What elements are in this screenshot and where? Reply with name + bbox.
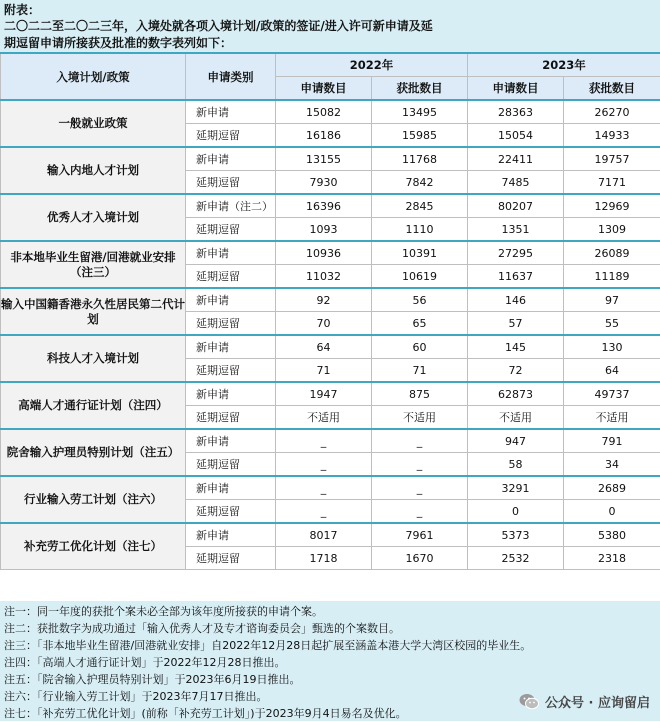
footnote: 注四：「高端人才通行证计划」于2022年12月28日推出。	[4, 654, 656, 671]
value-cell: 56	[372, 288, 468, 312]
column-header-year-2023: 2023年	[468, 53, 660, 77]
application-type: 新申请	[186, 241, 276, 265]
application-type: 新申请（注二）	[186, 194, 276, 218]
value-cell: 5380	[564, 523, 660, 547]
value-cell: 7842	[372, 171, 468, 195]
value-cell: 19757	[564, 147, 660, 171]
table-row	[1, 335, 660, 359]
value-cell: 97	[564, 288, 660, 312]
value-cell: 1309	[564, 218, 660, 242]
table-row	[1, 476, 660, 500]
table-title-line1: 二〇二二至二〇二三年，入境处就各项入境计划/政策的签证/进入许可新申请及延	[4, 18, 656, 35]
footnote: 注二：获批数字为成功通过「输入优秀人才及专才谘询委员会」甄选的个案数目。	[4, 620, 656, 637]
value-cell: 7171	[564, 171, 660, 195]
value-cell: 65	[372, 312, 468, 336]
application-type: 延期逗留	[186, 171, 276, 195]
value-cell: _	[372, 500, 468, 524]
value-cell: 11768	[372, 147, 468, 171]
value-cell: 27295	[468, 241, 564, 265]
value-cell: 130	[564, 335, 660, 359]
application-type: 新申请	[186, 288, 276, 312]
value-cell: 92	[276, 288, 372, 312]
application-type: 延期逗留	[186, 265, 276, 289]
value-cell: 不适用	[276, 406, 372, 430]
value-cell: 947	[468, 429, 564, 453]
table-row	[1, 288, 660, 312]
column-header-type: 申请类别	[186, 53, 276, 100]
value-cell: 2318	[564, 547, 660, 570]
application-type: 新申请	[186, 523, 276, 547]
footnote: 注三：「非本地毕业生留港/回港就业安排」自2022年12月28日起扩展至涵盖本港大学大湾区校园的毕业生。	[4, 637, 656, 654]
value-cell: 不适用	[564, 406, 660, 430]
value-cell: 146	[468, 288, 564, 312]
policy-name: 输入中国籍香港永久性居民第二代计划	[1, 288, 186, 335]
value-cell: 1718	[276, 547, 372, 570]
value-cell: 70	[276, 312, 372, 336]
wechat-watermark	[519, 692, 650, 711]
value-cell: 64	[276, 335, 372, 359]
footnote: 注七：「补充劳工优化计划」(前称「补充劳工计划」)于2023年9月4日易名及优化。	[4, 705, 656, 722]
value-cell: 16396	[276, 194, 372, 218]
footnote: 注六：「行业输入劳工计划」于2023年7月17日推出。	[4, 688, 656, 705]
value-cell: _	[372, 476, 468, 500]
column-header-policy: 入境计划/政策	[1, 53, 186, 100]
table-row	[1, 100, 660, 124]
value-cell: 7930	[276, 171, 372, 195]
value-cell: 55	[564, 312, 660, 336]
value-cell: 26270	[564, 100, 660, 124]
value-cell: 不适用	[468, 406, 564, 430]
table-row	[1, 382, 660, 406]
policy-name: 优秀人才入境计划	[1, 194, 186, 241]
value-cell: 0	[468, 500, 564, 524]
value-cell: 10936	[276, 241, 372, 265]
value-cell: 不适用	[372, 406, 468, 430]
value-cell: 13495	[372, 100, 468, 124]
application-type: 延期逗留	[186, 218, 276, 242]
wechat-account-name: 公众号 · 应询留启	[545, 692, 650, 711]
value-cell: 1110	[372, 218, 468, 242]
value-cell: 14933	[564, 124, 660, 148]
application-type: 延期逗留	[186, 359, 276, 383]
value-cell: 1351	[468, 218, 564, 242]
column-header-approved: 获批数目	[564, 77, 660, 101]
value-cell: 34	[564, 453, 660, 477]
value-cell: 2532	[468, 547, 564, 570]
appendix-label: 附表：	[4, 2, 656, 18]
value-cell: 1947	[276, 382, 372, 406]
value-cell: 72	[468, 359, 564, 383]
value-cell: 11032	[276, 265, 372, 289]
value-cell: 80207	[468, 194, 564, 218]
policy-name: 补充劳工优化计划（注七）	[1, 523, 186, 570]
application-type: 新申请	[186, 147, 276, 171]
value-cell: _	[276, 453, 372, 477]
value-cell: 15985	[372, 124, 468, 148]
application-type: 新申请	[186, 476, 276, 500]
policy-name: 一般就业政策	[1, 100, 186, 147]
value-cell: 145	[468, 335, 564, 359]
application-type: 延期逗留	[186, 547, 276, 570]
policy-name: 非本地毕业生留港/回港就业安排（注三）	[1, 241, 186, 288]
value-cell: 22411	[468, 147, 564, 171]
value-cell: 58	[468, 453, 564, 477]
table-row	[1, 523, 660, 547]
value-cell: 7961	[372, 523, 468, 547]
table-body	[1, 100, 660, 570]
value-cell: 71	[372, 359, 468, 383]
value-cell: 875	[372, 382, 468, 406]
value-cell: _	[276, 476, 372, 500]
value-cell: 791	[564, 429, 660, 453]
application-type: 新申请	[186, 429, 276, 453]
table-row	[1, 194, 660, 218]
value-cell: 12969	[564, 194, 660, 218]
table-header-banner	[0, 0, 660, 52]
value-cell: 10391	[372, 241, 468, 265]
application-type: 延期逗留	[186, 406, 276, 430]
policy-name: 科技人才入境计划	[1, 335, 186, 382]
column-header-year-2022: 2022年	[276, 53, 468, 77]
column-header-approved: 获批数目	[372, 77, 468, 101]
value-cell: 15054	[468, 124, 564, 148]
wechat-icon	[519, 693, 539, 710]
value-cell: 11189	[564, 265, 660, 289]
table-row	[1, 241, 660, 265]
value-cell: 1093	[276, 218, 372, 242]
value-cell: 7485	[468, 171, 564, 195]
value-cell: 60	[372, 335, 468, 359]
value-cell: 3291	[468, 476, 564, 500]
value-cell: 13155	[276, 147, 372, 171]
value-cell: 0	[564, 500, 660, 524]
policy-name: 行业输入劳工计划（注六）	[1, 476, 186, 523]
value-cell: 57	[468, 312, 564, 336]
value-cell: 1670	[372, 547, 468, 570]
policy-name: 输入内地人才计划	[1, 147, 186, 194]
application-type: 新申请	[186, 100, 276, 124]
statistics-table	[0, 52, 660, 570]
column-header-received: 申请数目	[468, 77, 564, 101]
value-cell: 64	[564, 359, 660, 383]
value-cell: _	[276, 500, 372, 524]
value-cell: 10619	[372, 265, 468, 289]
application-type: 延期逗留	[186, 312, 276, 336]
value-cell: 15082	[276, 100, 372, 124]
application-type: 延期逗留	[186, 124, 276, 148]
table-title-line2: 期逗留申请所接获及批准的数字表列如下：	[4, 35, 656, 52]
footnote: 注一：同一年度的获批个案未必全部为该年度所接获的申请个案。	[4, 603, 656, 620]
footnote: 注五：「院舍输入护理员特别计划」于2023年6月19日推出。	[4, 671, 656, 688]
application-type: 延期逗留	[186, 500, 276, 524]
value-cell: 5373	[468, 523, 564, 547]
application-type: 新申请	[186, 335, 276, 359]
value-cell: 71	[276, 359, 372, 383]
value-cell: 2845	[372, 194, 468, 218]
value-cell: 28363	[468, 100, 564, 124]
value-cell: 49737	[564, 382, 660, 406]
value-cell: _	[372, 429, 468, 453]
column-header-received: 申请数目	[276, 77, 372, 101]
policy-name: 高端人才通行证计划（注四）	[1, 382, 186, 429]
policy-name: 院舍输入护理员特别计划（注五）	[1, 429, 186, 476]
value-cell: 2689	[564, 476, 660, 500]
application-type: 延期逗留	[186, 453, 276, 477]
value-cell: 26089	[564, 241, 660, 265]
value-cell: _	[276, 429, 372, 453]
value-cell: 11637	[468, 265, 564, 289]
value-cell: 16186	[276, 124, 372, 148]
value-cell: 62873	[468, 382, 564, 406]
value-cell: _	[372, 453, 468, 477]
table-row	[1, 147, 660, 171]
application-type: 新申请	[186, 382, 276, 406]
value-cell: 8017	[276, 523, 372, 547]
table-row	[1, 429, 660, 453]
